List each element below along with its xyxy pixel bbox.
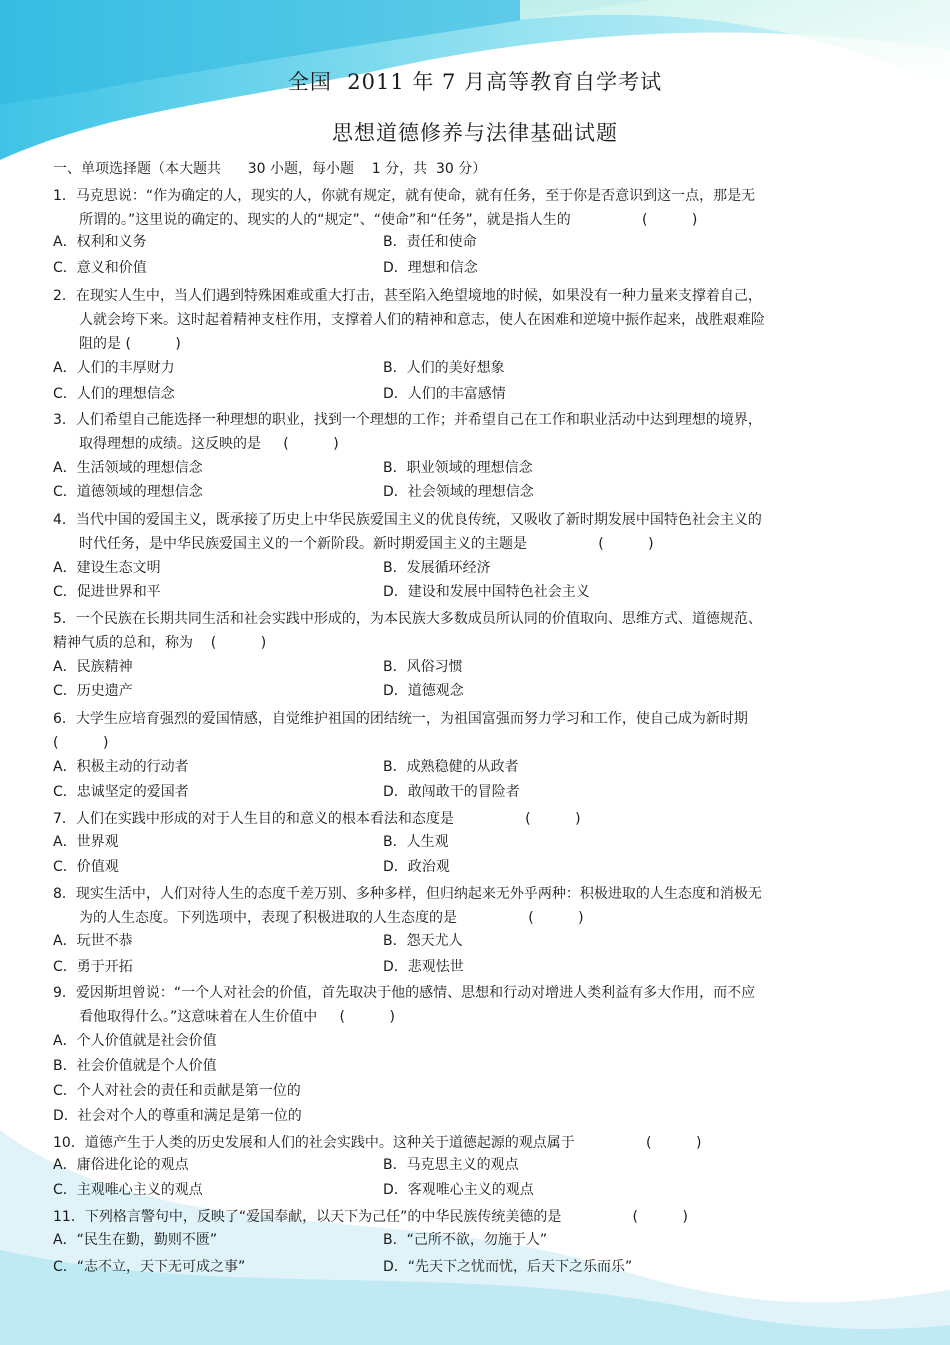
answer-option: D．理想和信念: [383, 260, 478, 276]
answer-option: C．人们的理想信念: [53, 386, 175, 402]
answer-option: C．促进世界和平: [53, 584, 161, 600]
question-line: 11．下列格言警句中，反映了“爱国奉献，以天下为己任”的中华民族传统美德的是 ( ): [53, 1209, 688, 1225]
answer-option: A．玩世不恭: [53, 933, 133, 949]
question-line: 取得理想的成绩。这反映的是 ( ): [79, 436, 339, 452]
question-line: 10．道德产生于人类的历史发展和人们的社会实践中。这种关于道德起源的观点属于 ( ): [53, 1135, 702, 1151]
question-stem: [53, 284, 813, 356]
question-line: 所谓的。”这里说的确定的、现实的人的“规定”、“使命”和“任务”，就是指人生的 ( ): [79, 212, 698, 228]
question-line: ( ): [53, 735, 109, 751]
question-stem: [53, 1131, 813, 1155]
question-line: 人就会垮下来。这时起着精神支柱作用，支撑着人们的精神和意志，使人在困难和逆境中振作起来，战胜艰难险: [79, 312, 765, 328]
question-line: 为的人生态度。下列选项中，表现了积极进取的人生态度的是 ( ): [79, 910, 584, 926]
answer-option: C．意义和价值: [53, 260, 147, 276]
answer-option: D．建设和发展中国特色社会主义: [383, 584, 590, 600]
answer-option: A．“民生在勤，勤则不匮”: [53, 1232, 218, 1248]
answer-option: C．价值观: [53, 859, 119, 875]
answer-option: B．“己所不欲，勿施于人”: [383, 1232, 548, 1248]
answer-option: D．客观唯心主义的观点: [383, 1182, 534, 1198]
answer-option: B．发展循环经济: [383, 560, 491, 576]
answer-option: B．职业领域的理想信念: [383, 460, 533, 476]
question-line: 时代任务，是中华民族爱国主义的一个新阶段。新时期爱国主义的主题是 ( ): [79, 536, 654, 552]
exam-subtitle: 思想道德修养与法律基础试题: [332, 121, 618, 145]
answer-option: C．个人对社会的责任和贡献是第一位的: [53, 1083, 301, 1099]
section-heading: 一、单项选择题（本大题共 30 小题，每小题 1 分，共 30 分）: [53, 161, 487, 177]
question-line: 精神气质的总和，称为 ( ): [53, 635, 267, 651]
question-stem: [53, 1205, 813, 1229]
question-stem: [53, 408, 813, 456]
question-stem: [53, 508, 813, 556]
question-stem: [53, 707, 813, 755]
answer-option: A．积极主动的行动者: [53, 759, 189, 775]
answer-option: B．人生观: [383, 834, 449, 850]
question-line: 阻的是 ( ): [79, 336, 181, 352]
question-line: 9．爱因斯坦曾说：“一个人对社会的价值，首先取决于他的感情、思想和行动对增进人类利益有多大作用，而不应: [53, 985, 756, 1001]
question-line: 4．当代中国的爱国主义，既承接了历史上中华民族爱国主义的优良传统，又吸收了新时期发展中国特色社会主义的: [53, 512, 762, 528]
answer-option: C．道德领域的理想信念: [53, 484, 203, 500]
answer-option: B．人们的美好想象: [383, 360, 505, 376]
answer-option: B．怨天尤人: [383, 933, 463, 949]
answer-option: D．“先天下之忧而忧，后天下之乐而乐”: [383, 1259, 633, 1275]
answer-option: C．历史遗产: [53, 683, 133, 699]
question-line: 5．一个民族在长期共同生活和社会实践中形成的，为本民族大多数成员所认同的价值取向、思维方式、道德规范、: [53, 611, 762, 627]
answer-option: D．悲观怯世: [383, 959, 464, 975]
answer-option: A．个人价值就是社会价值: [53, 1033, 217, 1049]
question-stem: [53, 981, 813, 1029]
question-line: 2．在现实人生中，当人们遇到特殊困难或重大打击，甚至陷入绝望境地的时候，如果没有一种力量来支撑着自己，: [53, 288, 762, 304]
answer-option: D．道德观念: [383, 683, 464, 699]
question-line: 1．马克思说：“作为确定的人，现实的人，你就有规定，就有使命，就有任务，至于你是否意识到这一点，那是无: [53, 188, 756, 204]
answer-option: A．庸俗进化论的观点: [53, 1157, 189, 1173]
question-line: 8．现实生活中，人们对待人生的态度千差万别、多种多样，但归纳起来无外乎两种：积极进取的人生态度和消极无: [53, 886, 762, 902]
answer-option: A．建设生态文明: [53, 560, 161, 576]
answer-option: A．权利和义务: [53, 234, 147, 250]
answer-option: B．风俗习惯: [383, 659, 463, 675]
answer-option: B．责任和使命: [383, 234, 477, 250]
question-stem: [53, 807, 813, 831]
question-stem: [53, 184, 813, 232]
answer-option: A．生活领域的理想信念: [53, 460, 203, 476]
question-line: 看他取得什么。”这意味着在人生价值中 ( ): [79, 1009, 395, 1025]
answer-option: A．世界观: [53, 834, 119, 850]
answer-option: D．社会对个人的尊重和满足是第一位的: [53, 1108, 302, 1124]
answer-option: A．民族精神: [53, 659, 133, 675]
answer-option: D．社会领域的理想信念: [383, 484, 534, 500]
answer-option: C．忠诚坚定的爱国者: [53, 784, 189, 800]
question-line: 3．人们希望自己能选择一种理想的职业，找到一个理想的工作；并希望自己在工作和职业活动中达到理想的境界，: [53, 412, 762, 428]
answer-option: C．主观唯心主义的观点: [53, 1182, 203, 1198]
answer-option: B．社会价值就是个人价值: [53, 1058, 217, 1074]
answer-option: C．“志不立，天下无可成之事”: [53, 1259, 246, 1275]
answer-option: D．政治观: [383, 859, 450, 875]
exam-title: 全国 2011 年 7 月高等教育自学考试: [287, 70, 663, 94]
question-line: 6．大学生应培育强烈的爱国情感，自觉维护祖国的团结统一，为祖国富强而努力学习和工作，使自己成为新时期: [53, 711, 748, 727]
answer-option: B．马克思主义的观点: [383, 1157, 519, 1173]
answer-option: C．勇于开拓: [53, 959, 133, 975]
question-stem: [53, 607, 813, 655]
answer-option: D．人们的丰富感情: [383, 386, 506, 402]
answer-option: A．人们的丰厚财力: [53, 360, 175, 376]
question-stem: [53, 882, 813, 930]
answer-option: B．成熟稳健的从政者: [383, 759, 519, 775]
question-line: 7．人们在实践中形成的对于人生目的和意义的根本看法和态度是 ( ): [53, 811, 581, 827]
answer-option: D．敢闯敢干的冒险者: [383, 784, 520, 800]
